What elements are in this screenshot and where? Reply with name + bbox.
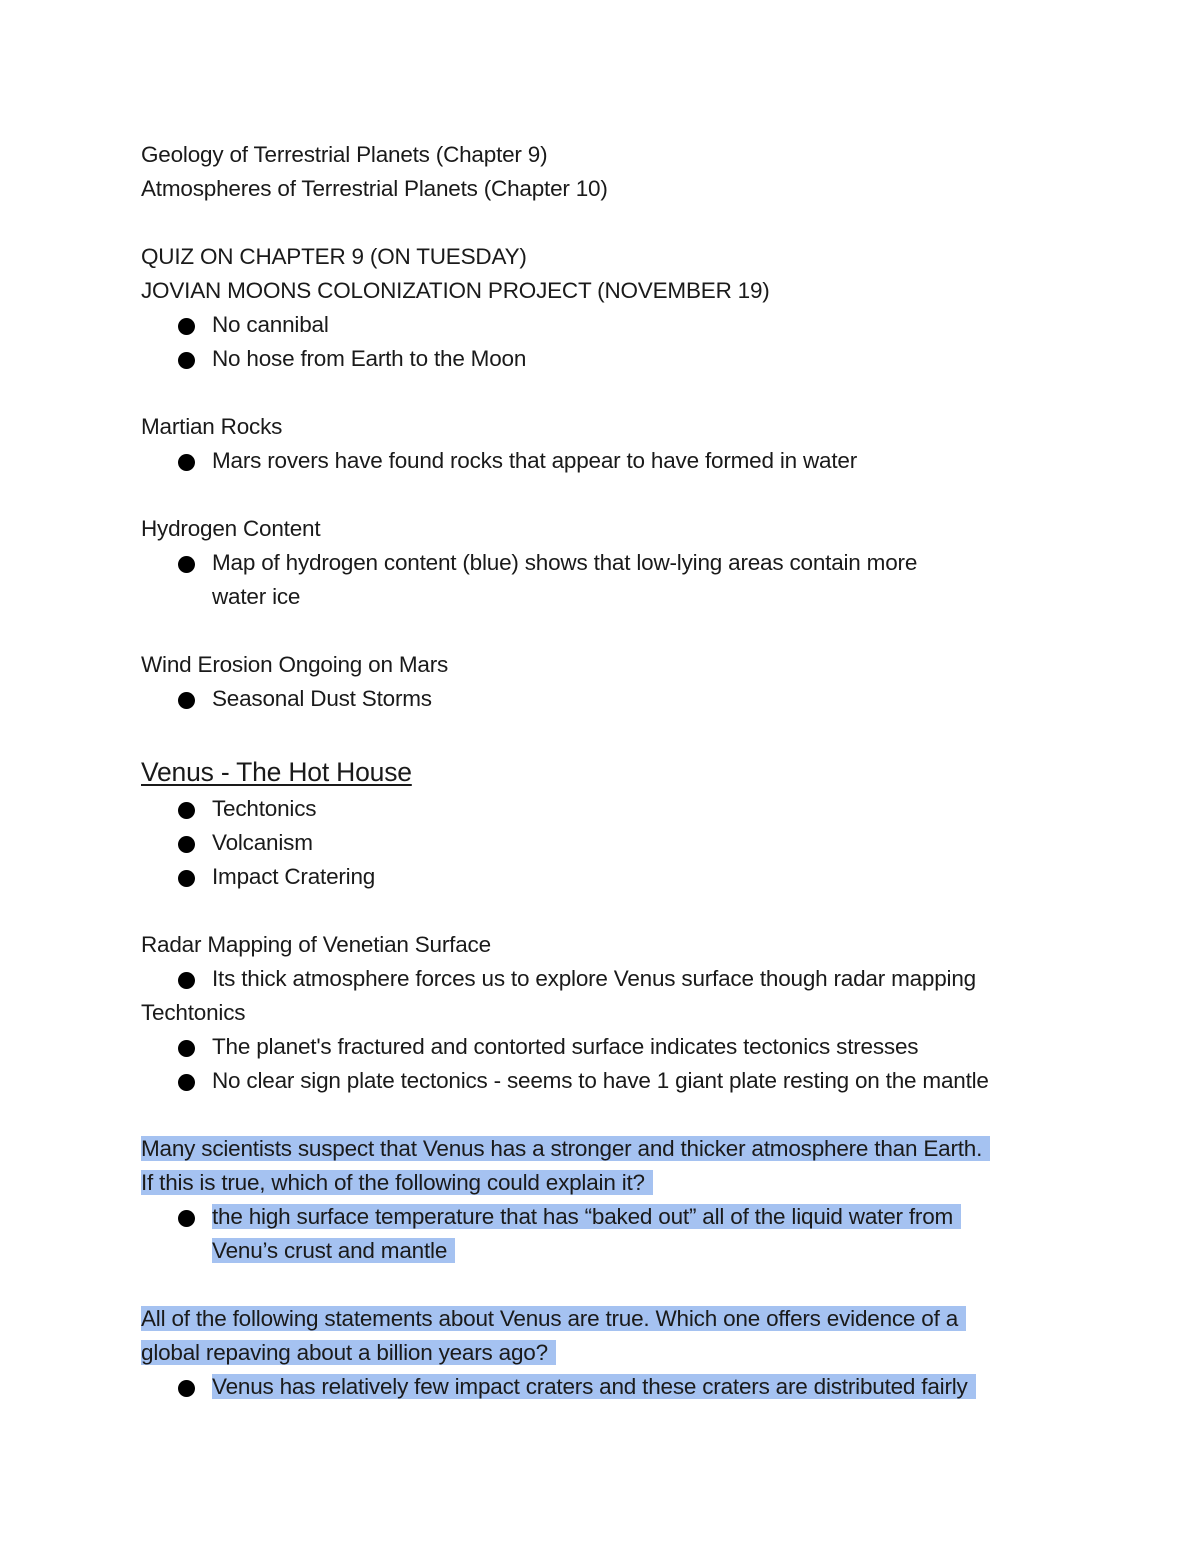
bullet-text: Impact Cratering bbox=[212, 864, 376, 889]
section-title-techtonics: Techtonics bbox=[141, 1000, 246, 1025]
bullet-icon bbox=[178, 692, 195, 709]
bullet-text: No cannibal bbox=[212, 312, 329, 337]
bullet-icon bbox=[178, 972, 195, 989]
document-page bbox=[141, 138, 1061, 1404]
spacer bbox=[141, 894, 1061, 928]
question-2-line-2 bbox=[141, 1336, 1061, 1370]
spacer bbox=[141, 478, 1061, 512]
quiz-announcement: QUIZ ON CHAPTER 9 (ON TUESDAY) bbox=[141, 244, 527, 269]
spacer bbox=[141, 1268, 1061, 1302]
list-item bbox=[141, 1030, 1061, 1064]
spacer bbox=[141, 1098, 1061, 1132]
venus-heading: Venus - The Hot House bbox=[141, 757, 412, 787]
bullet-text: Techtonics bbox=[212, 796, 317, 821]
bullet-icon bbox=[178, 1380, 195, 1397]
spacer bbox=[141, 206, 1061, 240]
spacer bbox=[141, 716, 1061, 750]
bullet-text: Mars rovers have found rocks that appear to have formed in water bbox=[212, 448, 858, 473]
highlighted-text: All of the following statements about Venus are true. Which one offers evidence of a bbox=[141, 1306, 966, 1331]
bullet-text: Map of hydrogen content (blue) shows that low-lying areas contain more water ice bbox=[212, 550, 918, 609]
bullet-icon bbox=[178, 802, 195, 819]
section-title-hydrogen: Hydrogen Content bbox=[141, 516, 321, 541]
martian-rocks-bullet-list bbox=[141, 444, 1061, 478]
hydrogen-bullet-list bbox=[141, 546, 1061, 614]
question-1-line-1 bbox=[141, 1132, 1061, 1166]
bullet-text: Its thick atmosphere forces us to explore Venus surface though radar mapping bbox=[212, 966, 976, 991]
list-item bbox=[141, 826, 1061, 860]
bullet-icon bbox=[178, 1074, 195, 1091]
bullet-text: The planet's fractured and contorted surface indicates tectonics stresses bbox=[212, 1034, 919, 1059]
header-line-1: Geology of Terrestrial Planets (Chapter 9) bbox=[141, 142, 548, 167]
radar-bullet-list bbox=[141, 962, 1061, 996]
list-item bbox=[141, 308, 1061, 342]
bullet-text: Seasonal Dust Storms bbox=[212, 686, 432, 711]
highlighted-text: If this is true, which of the following could explain it? bbox=[141, 1170, 653, 1195]
bullet-icon bbox=[178, 454, 195, 471]
highlighted-answer: Venus has relatively few impact craters and these craters are distributed fairly bbox=[212, 1374, 976, 1399]
project-announcement: JOVIAN MOONS COLONIZATION PROJECT (NOVEMBER 19) bbox=[141, 278, 770, 303]
spacer bbox=[141, 614, 1061, 648]
wind-bullet-list bbox=[141, 682, 1061, 716]
question-2-answer-list bbox=[141, 1370, 1061, 1404]
highlighted-text: global repaving about a billion years ago? bbox=[141, 1340, 556, 1365]
venus-bullet-list bbox=[141, 792, 1061, 894]
bullet-icon bbox=[178, 1040, 195, 1057]
section-title-radar: Radar Mapping of Venetian Surface bbox=[141, 932, 491, 957]
bullet-icon bbox=[178, 352, 195, 369]
bullet-icon bbox=[178, 556, 195, 573]
bullet-icon bbox=[178, 1210, 195, 1227]
list-item bbox=[141, 792, 1061, 826]
list-item bbox=[141, 1200, 962, 1268]
bullet-text: No clear sign plate tectonics - seems to have 1 giant plate resting on the mantle bbox=[212, 1068, 989, 1093]
spacer bbox=[141, 376, 1061, 410]
list-item bbox=[141, 962, 1061, 996]
bullet-text: Volcanism bbox=[212, 830, 313, 855]
list-item bbox=[141, 342, 1061, 376]
bullet-icon bbox=[178, 836, 195, 853]
question-1-answer-list bbox=[141, 1200, 1061, 1268]
section-title-martian-rocks: Martian Rocks bbox=[141, 414, 283, 439]
highlighted-text: Many scientists suspect that Venus has a stronger and thicker atmosphere than Earth. bbox=[141, 1136, 990, 1161]
question-2-line-1 bbox=[141, 1302, 1061, 1336]
project-bullet-list bbox=[141, 308, 1061, 376]
bullet-icon bbox=[178, 870, 195, 887]
header-line-2: Atmospheres of Terrestrial Planets (Chapter 10) bbox=[141, 176, 608, 201]
list-item bbox=[141, 444, 1061, 478]
list-item bbox=[141, 682, 1061, 716]
list-item bbox=[141, 1064, 1061, 1098]
section-title-wind-erosion: Wind Erosion Ongoing on Mars bbox=[141, 652, 449, 677]
question-1-line-2 bbox=[141, 1166, 1061, 1200]
list-item bbox=[141, 1370, 1061, 1404]
bullet-icon bbox=[178, 318, 195, 335]
bullet-text: No hose from Earth to the Moon bbox=[212, 346, 527, 371]
list-item bbox=[141, 546, 972, 614]
list-item bbox=[141, 860, 1061, 894]
techtonics-bullet-list bbox=[141, 1030, 1061, 1098]
highlighted-answer: the high surface temperature that has “baked out” all of the liquid water from Venu’s crust and mantle bbox=[212, 1204, 961, 1263]
